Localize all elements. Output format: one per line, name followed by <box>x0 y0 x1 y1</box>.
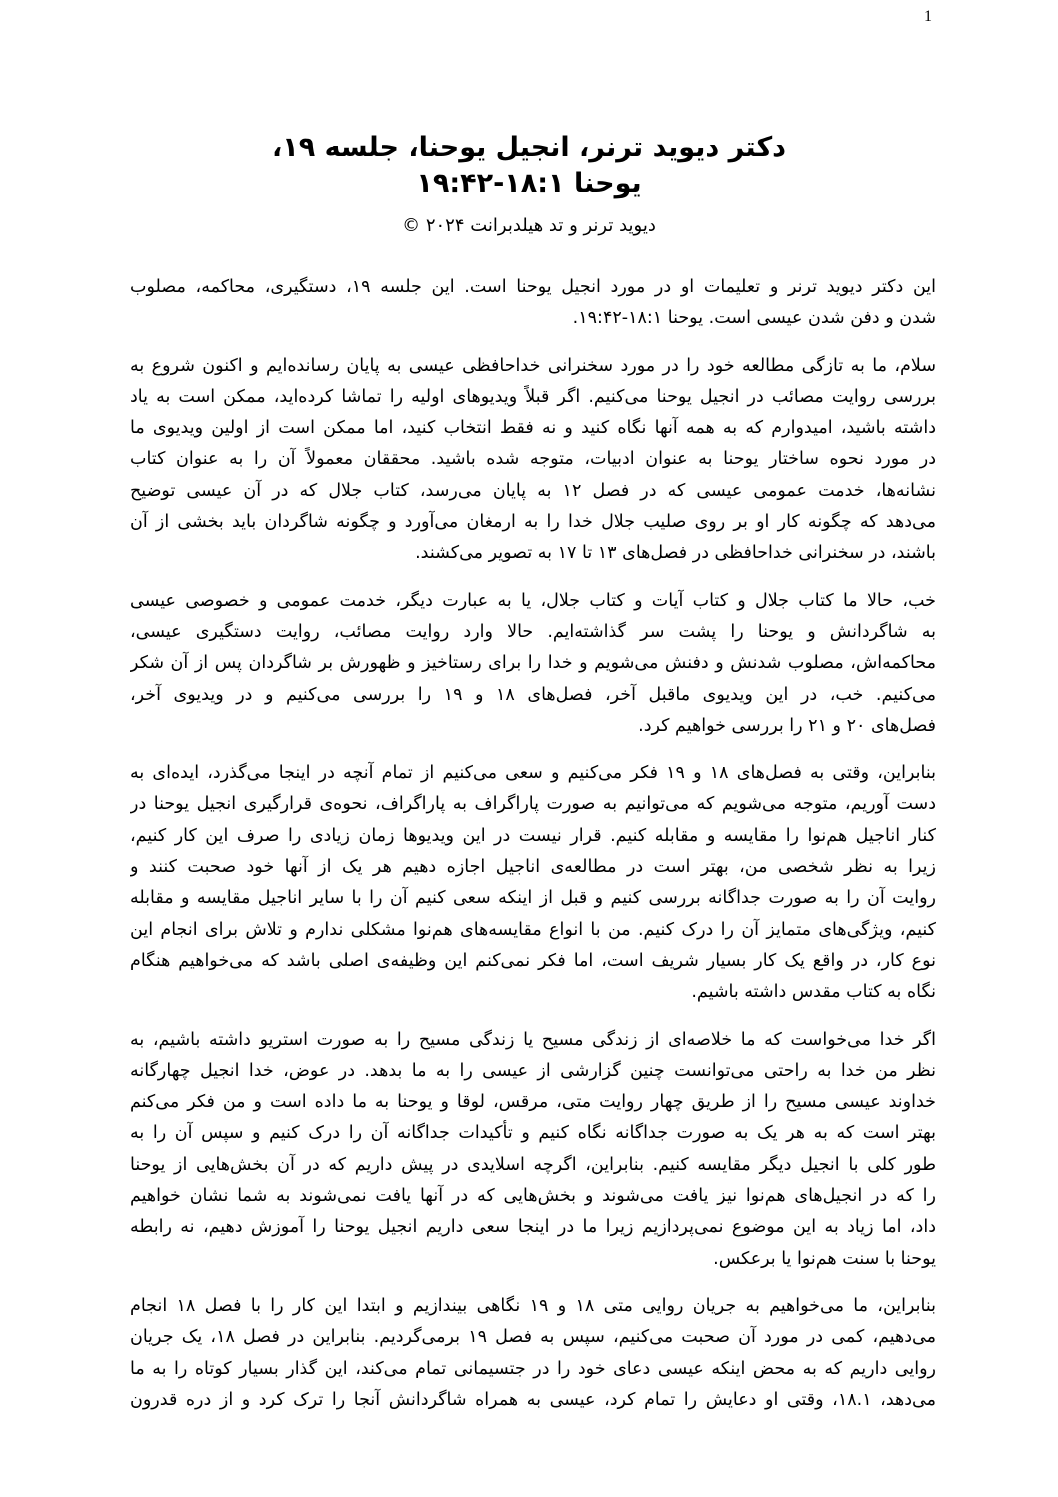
text-line: روایی داریم که به محض اینکه عیسی دعای خود را در جتسیمانی تمام می‌کند، این گذار بسیار کوتاه را به ما <box>130 1358 936 1379</box>
text-line: شدن و دفن شدن عیسی است. یوحنا ۱۸:۱-۱۹:۴۲. <box>572 308 936 329</box>
text-line: باشند، در سخنرانی خداحافظی در فصل‌های ۱۳ تا ۱۷ به تصویر می‌کشند. <box>415 543 936 564</box>
text-line: بنابراین، وقتی به فصل‌های ۱۸ و ۱۹ فکر می‌کنیم و سعی می‌کنیم از تمام آنچه در اینجا می‌گذرد، ایده‌ای به <box>130 763 936 784</box>
text-line: می‌دهد که چگونه کار او بر روی صلیب جلال خدا را به ارمغان می‌آورد و چگونه شاگردان باید بخشی از آن <box>130 512 936 533</box>
copyright-line: دیوید ترنر و تد هیلدبرانت ۲۰۲۴ © <box>402 215 656 236</box>
text-line: می‌دهیم، کمی در مورد آن صحبت می‌کنیم، سپس به فصل ۱۹ برمی‌گردیم. بنابراین در فصل ۱۸، یک جریان <box>130 1327 936 1348</box>
text-line: داد، اما زیاد به این موضوع نمی‌پردازیم زیرا ما در اینجا سعی داریم انجیل یوحنا را آموزش دهیم، نه رابطه <box>130 1217 936 1238</box>
text-line: بنابراین، ما می‌خواهیم به جریان روایی متی ۱۸ و ۱۹ نگاهی بیندازیم و ابتدا این کار را با فصل ۱۸ انجام <box>130 1295 936 1316</box>
paragraph <box>130 586 936 742</box>
text-line: خب، حالا ما کتاب جلال و کتاب آیات و کتاب جلال، یا به عبارت دیگر، خدمت عمومی و خصوصی عیسی <box>130 590 936 611</box>
text-line: بهتر است که به هر یک به صورت جداگانه نگاه کنیم و تأکیدات جداگانه آن را درک کنیم و سپس آن را به <box>130 1123 936 1144</box>
text-line: در مورد نحوه ساختار یوحنا به عنوان ادبیات، متوجه شده باشید. محققان معمولاً آن را به عنوان کتاب <box>130 449 936 470</box>
text-line: نشانه‌ها، خدمت عمومی عیسی که در فصل ۱۲ به پایان می‌رسد، کتاب جلال که در آن عیسی توضیح <box>130 480 936 501</box>
text-line: فصل‌های ۲۰ و ۲۱ را بررسی خواهیم کرد. <box>638 715 936 736</box>
text-line: نگاه به کتاب مقدس داشته باشیم. <box>691 982 936 1003</box>
text-line: خداوند عیسی مسیح را از طریق چهار روایت متی، مرقس، لوقا و یوحنا به ما داده است و من فکر می‌کنم <box>130 1092 936 1113</box>
text-line: سلام، ما به تازگی مطالعه خود را در مورد سخنرانی خداحافظی عیسی به پایان رسانده‌ایم و اکنون شروع به <box>130 355 936 376</box>
paragraph <box>130 1025 936 1275</box>
paragraph <box>130 1291 936 1416</box>
text-line: داشته باشید، امیدوارم که به همه آنها نگاه کنید و نه فقط انتخاب کنید، اما ممکن است از اولین ویدیوی ما <box>130 418 936 439</box>
text-line: بررسی روایت مصائب در انجیل یوحنا می‌کنیم. اگر قبلاً ویدیوهای اولیه را تماشا کرده‌اید، ممکن است به یاد <box>130 386 936 407</box>
document-body <box>130 272 936 1432</box>
text-line: می‌دهد، ۱۸.۱، وقتی او دعایش را تمام کرد، عیسی به همراه شاگردانش آنجا را ترک کرد و از دره قدرون <box>130 1389 936 1410</box>
paragraph <box>130 351 936 570</box>
text-line: اگر خدا می‌خواست که ما خلاصه‌ای از زندگی مسیح یا زندگی مسیح را به صورت استریو داشته باشیم، به <box>130 1029 936 1050</box>
text-line: را که در انجیل‌های هم‌نوا نیز یافت می‌شوند و بخش‌هایی که در آنها یافت نمی‌شوند به شما نشان خواهیم <box>130 1186 936 1207</box>
document-subtitle-reference: یوحنا ۱۸:۱-۱۹:۴۲ <box>416 168 642 199</box>
text-line: روایت آن را به صورت جداگانه بررسی کنیم و قبل از اینکه سعی کنیم آن را با سایر اناجیل مقایسه و مقابله <box>130 888 936 909</box>
text-line: به شاگردانش و یوحنا را پشت سر گذاشته‌ایم. حالا وارد روایت مصائب، روایت دستگیری عیسی، <box>130 621 936 642</box>
text-line: کنار اناجیل هم‌نوا را مقایسه و مقابله کنیم. قرار نیست در این ویدیوها زمان زیادی را صرف این کار کنیم، <box>130 825 936 846</box>
text-line: یوحنا با سنت هم‌نوا یا برعکس. <box>713 1248 936 1269</box>
document-title: دکتر دیوید ترنر، انجیل یوحنا، جلسه ۱۹، <box>271 132 787 163</box>
text-line: کنیم، ویژگی‌های متمایز آن را درک کنیم. من با انواع مقایسه‌های هم‌نوا مشکلی ندارم و تلاش برای انجام این <box>130 919 936 940</box>
text-line: دست آوریم، متوجه می‌شویم که می‌توانیم به صورت پاراگراف به پاراگراف، نحوه‌ی قرارگیری انجیل یوحنا در <box>130 794 936 815</box>
text-line: نظر من خدا به راحتی می‌توانست چنین گزارشی از عیسی را به ما بدهد. در عوض، خدا انجیل چهارگانه <box>130 1060 936 1081</box>
paragraph <box>130 758 936 1008</box>
page-number: 1 <box>924 8 932 25</box>
text-line: می‌کنیم. خب، در این ویدیوی ماقبل آخر، فصل‌های ۱۸ و ۱۹ را بررسی می‌کنیم و در ویدیوی آخر، <box>130 684 936 705</box>
text-line: این دکتر دیوید ترنر و تعلیمات او در مورد انجیل یوحنا است. این جلسه ۱۹، دستگیری، محاکمه، مصلوب <box>130 277 936 297</box>
text-line: نوع کار، در واقع یک کار بسیار شریف است، اما فکر نمی‌کنم این وظیفه‌ی اصلی باشد که می‌خواهیم هنگام <box>130 950 936 971</box>
text-line: زیرا به نظر شخصی من، بهتر است در مطالعه‌ی اناجیل اجازه دهیم هر یک از آنها خود صحبت کنند و <box>130 857 936 878</box>
paragraph <box>130 272 936 335</box>
text-line: محاکمه‌اش، مصلوب شدنش و دفنش می‌شویم و خدا را برای رستاخیز و ظهورش بر شاگردان پس از آن شکر <box>130 653 936 674</box>
text-line: طور کلی با انجیل دیگر مقایسه کنیم. بنابراین، اگرچه اسلایدی در پیش داریم که در آن بخش‌هایی از یوحنا <box>130 1154 936 1175</box>
